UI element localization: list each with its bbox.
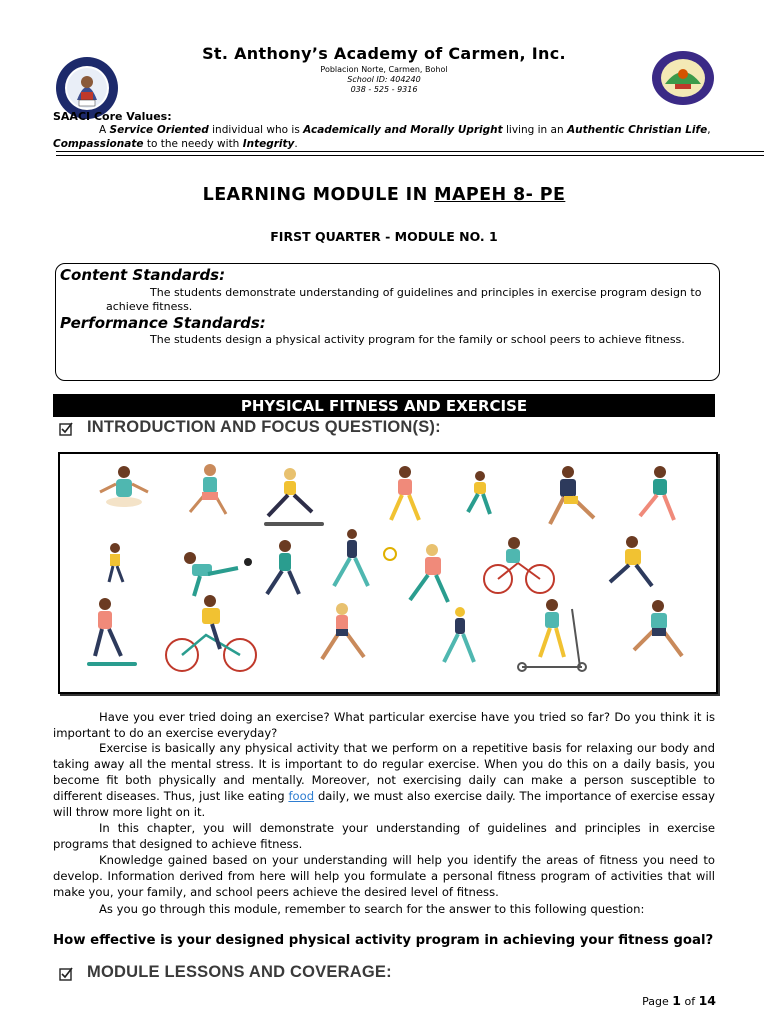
people-exercising-image <box>60 454 716 692</box>
lessons-heading: MODULE LESSONS AND COVERAGE: <box>87 963 392 981</box>
performance-standards-heading: Performance Standards: <box>60 314 266 332</box>
module-title: LEARNING MODULE IN MAPEH 8- PE <box>202 185 566 205</box>
header-divider <box>56 151 764 152</box>
performance-standards-text: The students design a physical activity program for the family or school peers to achieve fitness. <box>150 333 685 346</box>
page-number: 1 <box>672 993 681 1008</box>
school-phone: 038 - 525 - 9316 <box>350 85 418 94</box>
school-id: School ID: 404240 <box>347 75 421 84</box>
school-name: St. Anthony’s Academy of Carmen, Inc. <box>202 44 566 63</box>
core-values-text: A Service Oriented individual who is Academically and Morally Upright living in an Authentic Christian Life, Compassionate to the needy with Integrity. <box>53 124 711 150</box>
content-standards-text-line1: The students demonstrate understanding of guidelines and principles in exercise program design to <box>150 286 702 299</box>
paragraph-3: In this chapter, you will demonstrate your understanding of guidelines and principles in exercise programs that designed to achieve fitness. <box>53 821 715 851</box>
paragraph-1: Have you ever tried doing an exercise? What particular exercise have you tried so far? Do you think it is important to do an exercise everyday? <box>53 710 715 740</box>
section-title-bar: PHYSICAL FITNESS AND EXERCISE <box>53 394 715 417</box>
intro-heading: INTRODUCTION AND FOCUS QUESTION(S): <box>87 418 441 436</box>
module-subject: MAPEH 8- PE <box>434 185 566 205</box>
paragraph-5: As you go through this module, remember to search for the answer to this following question: <box>99 902 645 916</box>
focus-question: How effective is your designed physical activity program in achieving your fitness goal? <box>53 933 714 948</box>
school-address: Poblacion Norte, Carmen, Bohol <box>320 65 448 74</box>
header-divider-thin <box>56 155 764 156</box>
content-standards-text-line2: achieve fitness. <box>106 300 193 313</box>
core-values-title: SAACI Core Values: <box>53 110 172 123</box>
page-footer: Page 1 of 14 <box>642 993 716 1008</box>
paragraph-2: Exercise is basically any physical activity that we perform on a repetitive basis for relaxing our body and taking away all the mental stress. It is important to do regular exercise. When you do this on a daily basis, you become fit both physically and mentally. Moreover, not exercising daily can make a person susceptible to different diseases. Thus, just like eating food daily, we must also exercise daily. The importance of exercise essay will throw more light on it. <box>53 741 715 819</box>
checkbox-icon <box>59 422 73 436</box>
page-total: 14 <box>698 993 716 1008</box>
food-link[interactable]: food <box>288 789 315 803</box>
exercise-illustration <box>58 452 718 694</box>
module-quarter: FIRST QUARTER - MODULE NO. 1 <box>270 229 498 244</box>
content-standards-heading: Content Standards: <box>60 266 226 284</box>
paragraph-4: Knowledge gained based on your understanding will help you identify the areas of fitness you need to develop. Information derived from here will help you formulate a personal fitness program of activities that will make you, your family, and school peers achieve the desired level of fitness. <box>53 853 715 899</box>
checkbox-icon <box>59 967 73 981</box>
